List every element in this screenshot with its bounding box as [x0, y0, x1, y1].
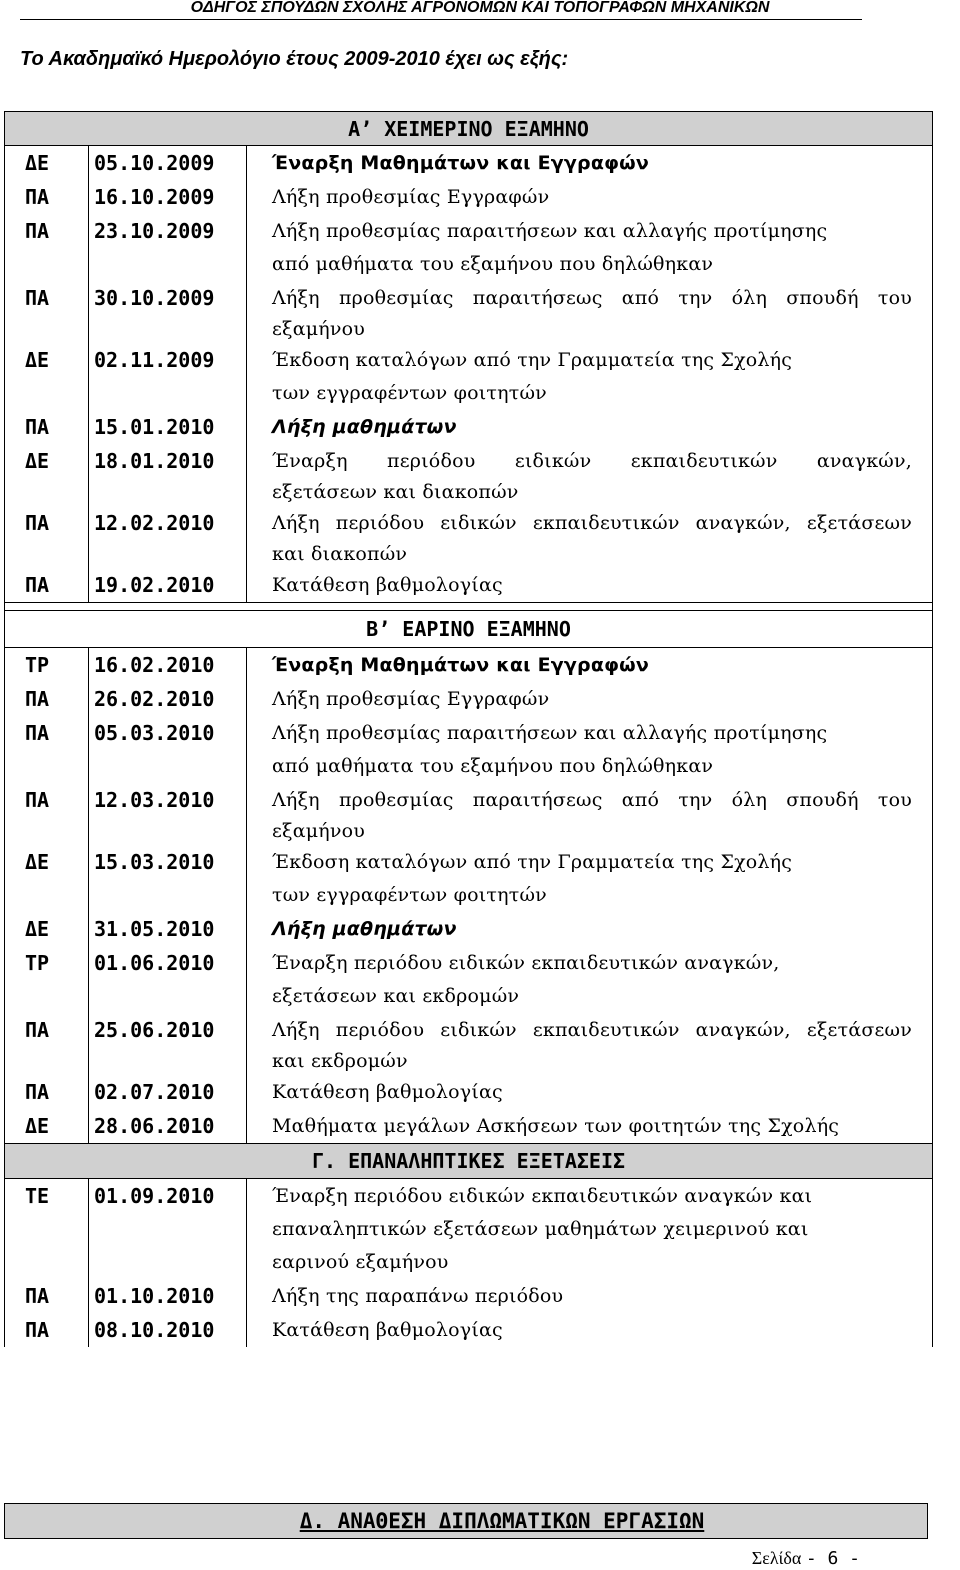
description-line: και διακοπών	[272, 543, 408, 565]
weekday-cell: ΔΕ	[5, 343, 89, 410]
description-cell	[247, 1075, 933, 1109]
date-cell: 19.02.2010	[89, 568, 247, 603]
running-header: ΟΔΗΓΟΣ ΣΠΟΥΔΩΝ ΣΧΟΛΗΣ ΑΓΡΟΝΟΜΩΝ ΚΑΙ ΤΟΠΟΓΡΑΦΩΝ ΜΗΧΑΝΙΚΩΝ	[190, 0, 770, 16]
weekday-cell: ΠΑ	[5, 568, 89, 603]
description-cell	[247, 1013, 933, 1075]
description-line: των εγγραφέντων φοιτητών	[272, 382, 547, 404]
weekday-cell: ΠΑ	[5, 682, 89, 716]
weekday-cell: ΠΑ	[5, 1013, 89, 1075]
calendar-row	[5, 845, 933, 912]
weekday-cell: ΠΑ	[5, 506, 89, 568]
description-line: και εκδρομών	[272, 1050, 408, 1072]
description-line: Λήξη προθεσμίας παραιτήσεων και αλλαγής προτίμησης	[272, 722, 828, 744]
description-line: Λήξη περιόδου ειδικών εκπαιδευτικών αναγκών, εξετάσεων	[272, 1019, 913, 1041]
weekday-cell: ΔΕ	[5, 845, 89, 912]
description-cell	[247, 1109, 933, 1144]
calendar-row	[5, 783, 933, 845]
description-line: Λήξη μαθημάτων	[272, 918, 457, 940]
weekday-cell: ΠΑ	[5, 783, 89, 845]
weekday-cell: ΠΑ	[5, 1075, 89, 1109]
page-label: Σελίδα	[751, 1548, 802, 1568]
description-line: Λήξη προθεσμίας Εγγραφών	[272, 186, 550, 208]
description-cell	[247, 912, 933, 946]
description-line: Λήξη προθεσμίας παραιτήσεως από την όλη σπουδή του	[272, 789, 913, 811]
section-heading-row	[5, 1144, 933, 1179]
description-cell	[247, 506, 933, 568]
description-cell	[247, 845, 933, 912]
description-cell	[247, 568, 933, 603]
description-cell	[247, 716, 933, 783]
weekday-cell: ΠΑ	[5, 716, 89, 783]
calendar-row	[5, 648, 933, 683]
description-line: εαρινού εξαμήνου	[272, 1251, 449, 1273]
date-cell: 02.11.2009	[89, 343, 247, 410]
thesis-section-title: Δ. ΑΝΑΘΕΣΗ ΔΙΠΛΩΜΑΤΙΚΩΝ ΕΡΓΑΣΙΩΝ	[299, 1509, 705, 1533]
date-cell: 28.06.2010	[89, 1109, 247, 1144]
description-line: Έναρξη περιόδου ειδικών εκπαιδευτικών αναγκών και	[272, 1185, 813, 1207]
calendar-row	[5, 1075, 933, 1109]
section-heading: Β’ ΕΑΡΙΝΟ ΕΞΑΜΗΝΟ	[5, 611, 933, 648]
date-cell: 18.01.2010	[89, 444, 247, 506]
description-cell	[247, 946, 933, 1013]
date-cell: 16.02.2010	[89, 648, 247, 683]
description-cell	[247, 1179, 933, 1280]
page-number-value: - 6 -	[805, 1548, 860, 1569]
page-number	[750, 1547, 860, 1570]
description-line: Έναρξη περιόδου ειδικών εκπαιδευτικών αναγκών,	[272, 450, 912, 472]
date-cell: 12.03.2010	[89, 783, 247, 845]
description-line: από μαθήματα του εξαμήνου που δηλώθηκαν	[272, 253, 714, 275]
description-line: από μαθήματα του εξαμήνου που δηλώθηκαν	[272, 755, 714, 777]
date-cell: 30.10.2009	[89, 281, 247, 343]
section-heading-row	[5, 611, 933, 648]
calendar-row	[5, 716, 933, 783]
date-cell: 16.10.2009	[89, 180, 247, 214]
description-line: εξαμήνου	[272, 318, 366, 340]
description-cell	[247, 343, 933, 410]
calendar-row	[5, 1279, 933, 1313]
calendar-row	[5, 1109, 933, 1144]
description-line: Λήξη προθεσμίας Εγγραφών	[272, 688, 550, 710]
description-line: Έκδοση καταλόγων από την Γραμματεία της Σχολής	[272, 851, 793, 873]
calendar-row	[5, 568, 933, 603]
weekday-cell: ΠΑ	[5, 180, 89, 214]
description-line: Κατάθεση βαθμολογίας	[272, 1319, 503, 1341]
weekday-cell: ΠΑ	[5, 1313, 89, 1347]
date-cell: 23.10.2009	[89, 214, 247, 281]
calendar-row	[5, 1179, 933, 1280]
date-cell: 01.10.2010	[89, 1279, 247, 1313]
description-cell	[247, 146, 933, 181]
weekday-cell: ΠΑ	[5, 214, 89, 281]
date-cell: 25.06.2010	[89, 1013, 247, 1075]
description-line: εξετάσεων και διακοπών	[272, 481, 519, 503]
description-line: Λήξη της παραπάνω περιόδου	[272, 1285, 564, 1307]
description-cell	[247, 281, 933, 343]
weekday-cell: ΤΕ	[5, 1179, 89, 1280]
description-line: εξαμήνου	[272, 820, 366, 842]
description-cell	[247, 444, 933, 506]
description-cell	[247, 682, 933, 716]
calendar-row	[5, 506, 933, 568]
date-cell: 05.03.2010	[89, 716, 247, 783]
weekday-cell: ΤΡ	[5, 946, 89, 1013]
date-cell: 31.05.2010	[89, 912, 247, 946]
description-line: Μαθήματα μεγάλων Ασκήσεων των φοιτητών της Σχολής	[272, 1115, 840, 1137]
date-cell: 01.09.2010	[89, 1179, 247, 1280]
section-heading-row	[5, 112, 933, 146]
description-cell	[247, 648, 933, 683]
weekday-cell: ΔΕ	[5, 912, 89, 946]
description-line: επαναληπτικών εξετάσεων μαθημάτων χειμερινού και	[272, 1218, 809, 1240]
weekday-cell: ΠΑ	[5, 1279, 89, 1313]
section-heading: Γ. ΕΠΑΝΑΛΗΠΤΙΚΕΣ ΕΞΕΤΑΣΕΙΣ	[5, 1144, 933, 1179]
weekday-cell: ΔΕ	[5, 444, 89, 506]
section-heading: Α’ ΧΕΙΜΕΡΙΝΟ ΕΞΑΜΗΝΟ	[5, 112, 933, 146]
description-line: των εγγραφέντων φοιτητών	[272, 884, 547, 906]
calendar-row	[5, 912, 933, 946]
description-cell	[247, 1279, 933, 1313]
calendar-row	[5, 946, 933, 1013]
date-cell: 15.01.2010	[89, 410, 247, 444]
calendar-row	[5, 281, 933, 343]
date-cell: 02.07.2010	[89, 1075, 247, 1109]
description-line: Έκδοση καταλόγων από την Γραμματεία της Σχολής	[272, 349, 793, 371]
description-line: εξετάσεων και εκδρομών	[272, 985, 520, 1007]
calendar-row	[5, 410, 933, 444]
date-cell: 08.10.2010	[89, 1313, 247, 1347]
weekday-cell: ΔΕ	[5, 146, 89, 181]
calendar-table-spring	[4, 610, 933, 1347]
calendar-row	[5, 444, 933, 506]
description-line: Έναρξη περιόδου ειδικών εκπαιδευτικών αναγκών,	[272, 952, 780, 974]
calendar-row	[5, 214, 933, 281]
intro-heading: Το Ακαδημαϊκό Ημερολόγιο έτους 2009-2010 έχει ως εξής:	[20, 48, 569, 70]
calendar-table-winter	[4, 111, 933, 637]
date-cell: 01.06.2010	[89, 946, 247, 1013]
description-line: Λήξη περιόδου ειδικών εκπαιδευτικών αναγκών, εξετάσεων	[272, 512, 912, 534]
header-rule	[20, 19, 862, 20]
description-line: Έναρξη Μαθημάτων και Εγγραφών	[272, 654, 650, 676]
description-line: Κατάθεση βαθμολογίας	[272, 1081, 503, 1103]
description-cell	[247, 1313, 933, 1347]
description-cell	[247, 410, 933, 444]
description-cell	[247, 214, 933, 281]
date-cell: 15.03.2010	[89, 845, 247, 912]
weekday-cell: ΤΡ	[5, 648, 89, 683]
description-line: Έναρξη Μαθημάτων και Εγγραφών	[272, 152, 650, 174]
calendar-row	[5, 343, 933, 410]
calendar-row	[5, 180, 933, 214]
calendar-row	[5, 1313, 933, 1347]
weekday-cell: ΠΑ	[5, 410, 89, 444]
date-cell: 05.10.2009	[89, 146, 247, 181]
description-line: Λήξη προθεσμίας παραιτήσεως από την όλη σπουδή του	[272, 287, 912, 309]
calendar-row	[5, 1013, 933, 1075]
weekday-cell: ΔΕ	[5, 1109, 89, 1144]
description-cell	[247, 180, 933, 214]
calendar-row	[5, 146, 933, 181]
weekday-cell: ΠΑ	[5, 281, 89, 343]
description-line: Λήξη μαθημάτων	[272, 416, 457, 438]
description-line: Κατάθεση βαθμολογίας	[272, 574, 503, 596]
date-cell: 12.02.2010	[89, 506, 247, 568]
description-line: Λήξη προθεσμίας παραιτήσεων και αλλαγής προτίμησης	[272, 220, 828, 242]
date-cell: 26.02.2010	[89, 682, 247, 716]
description-cell	[247, 783, 933, 845]
calendar-row	[5, 682, 933, 716]
